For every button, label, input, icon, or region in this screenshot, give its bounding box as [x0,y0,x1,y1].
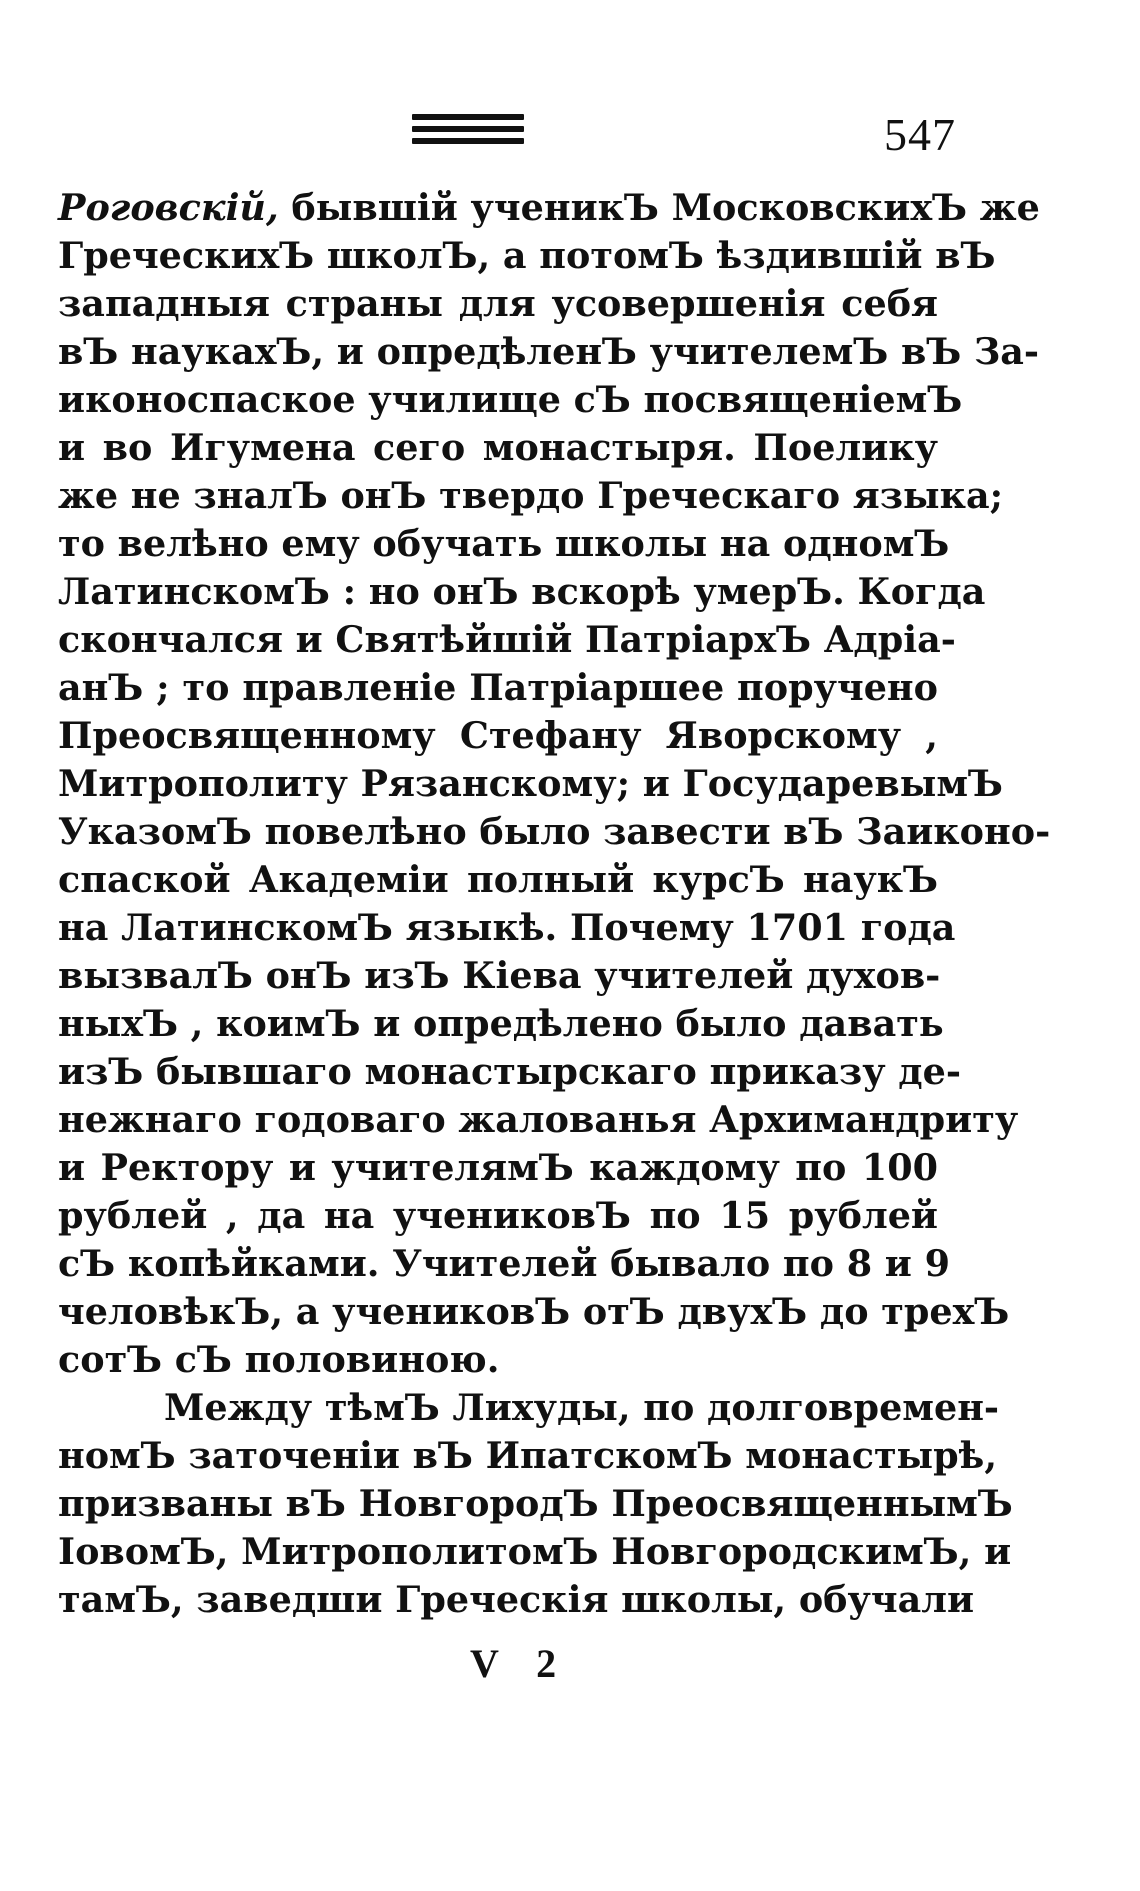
line-text: скончался и Святѣйшій ПатріархЪ Адріа- [58,618,956,661]
text-line [58,1288,1010,1336]
text-line [58,904,956,952]
line-text: западныя страны для усовершенія себя [58,282,938,325]
line-text: сотЪ сЪ половиною. [58,1338,500,1381]
line-text: спаской Академіи полный курсЪ наукЪ [58,858,938,901]
line-text: тамЪ, заведши Греческія школы, обучали [58,1578,975,1621]
line-text: вызвалЪ онЪ изЪ Кіева учителей духов- [58,954,941,997]
header-rule-line [412,126,524,132]
text-line [58,664,938,712]
line-text: на ЛатинскомЪ языкѣ. Почему 1701 года [58,906,956,949]
text-line [58,280,938,328]
line-text: и Ректору и учителямЪ каждому по 100 [58,1146,938,1189]
page-number: 547 [884,109,956,160]
text-line [58,1192,938,1240]
text-line [58,616,956,664]
line-text: то велѣно ему обучать школы на одномЪ [58,522,950,565]
text-line [58,568,986,616]
text-line [58,1048,961,1096]
text-line [58,1384,1000,1432]
text-line [58,1432,998,1480]
line-text: номЪ заточеніи вЪ ИпатскомЪ монастырѣ, [58,1434,998,1477]
text-line [58,808,1051,856]
line-text: и во Игумена сего монастыря. Поелику [58,426,938,469]
text-line [58,760,1003,808]
line-text: ныхЪ , коимЪ и опредѣлено было давать [58,1002,944,1045]
line-text: сЪ копѣйками. Учителей бывало по 8 и 9 [58,1242,950,1285]
text-line [58,1480,1013,1528]
text-line [58,952,941,1000]
text-line [58,184,1040,232]
line-text: бывшій ученикЪ МосковскихЪ же [278,186,1040,229]
text-line [58,376,963,424]
header-ornament-rule [412,114,524,144]
body-text [58,184,1051,1624]
line-text: УказомЪ повелѣно было завести вЪ Заиконо- [58,810,1051,853]
text-line [58,1096,1019,1144]
text-line [58,328,1040,376]
line-text: изЪ бывшаго монастырскаго приказу де- [58,1050,961,1093]
text-line [58,856,938,904]
italic-name: Роговскій, [58,186,279,229]
line-text: ІовомЪ, МитрополитомЪ НовгородскимЪ, и [58,1530,1012,1573]
line-text: иконоспаское училище сЪ посвященіемЪ [58,378,963,421]
line-text: призваны вЪ НовгородЪ ПреосвященнымЪ [58,1482,1013,1525]
line-text: же не зналЪ онЪ твердо Греческаго языка; [58,474,1004,517]
text-line [58,1576,975,1624]
line-text: нежнаго годоваго жалованья Архимандриту [58,1098,1019,1141]
header-rule-line [412,138,524,144]
text-line [58,712,938,760]
text-line [58,424,938,472]
header-rule-line [412,114,524,120]
line-text: ЛатинскомЪ : но онЪ вскорѣ умерЪ. Когда [58,570,986,613]
signature-mark: V 2 [470,1641,571,1686]
text-line [58,1144,938,1192]
text-line [58,1240,950,1288]
line-text: анЪ ; то правленіе Патріаршее поручено [58,666,938,709]
text-line [58,520,950,568]
line-text: Между тѣмЪ Лихуды, по долговремен- [164,1386,1000,1429]
text-line [58,1336,938,1384]
page-header [0,108,1140,158]
line-text: вЪ наукахЪ, и опредѣленЪ учителемЪ вЪ За- [58,330,1040,373]
line-text: человѣкЪ, а учениковЪ отЪ двухЪ до трехЪ [58,1290,1010,1333]
line-text: Преосвященному Стефану Яворскому , [58,714,938,757]
text-line [58,232,996,280]
text-line [58,1528,1012,1576]
text-line [58,1000,944,1048]
line-text: рублей , да на учениковЪ по 15 рублей [58,1194,938,1237]
text-line [58,472,1004,520]
line-text: ГреческихЪ школЪ, а потомЪ ѣздившій вЪ [58,234,996,277]
line-text: Митрополиту Рязанскому; и ГосударевымЪ [58,762,1003,805]
